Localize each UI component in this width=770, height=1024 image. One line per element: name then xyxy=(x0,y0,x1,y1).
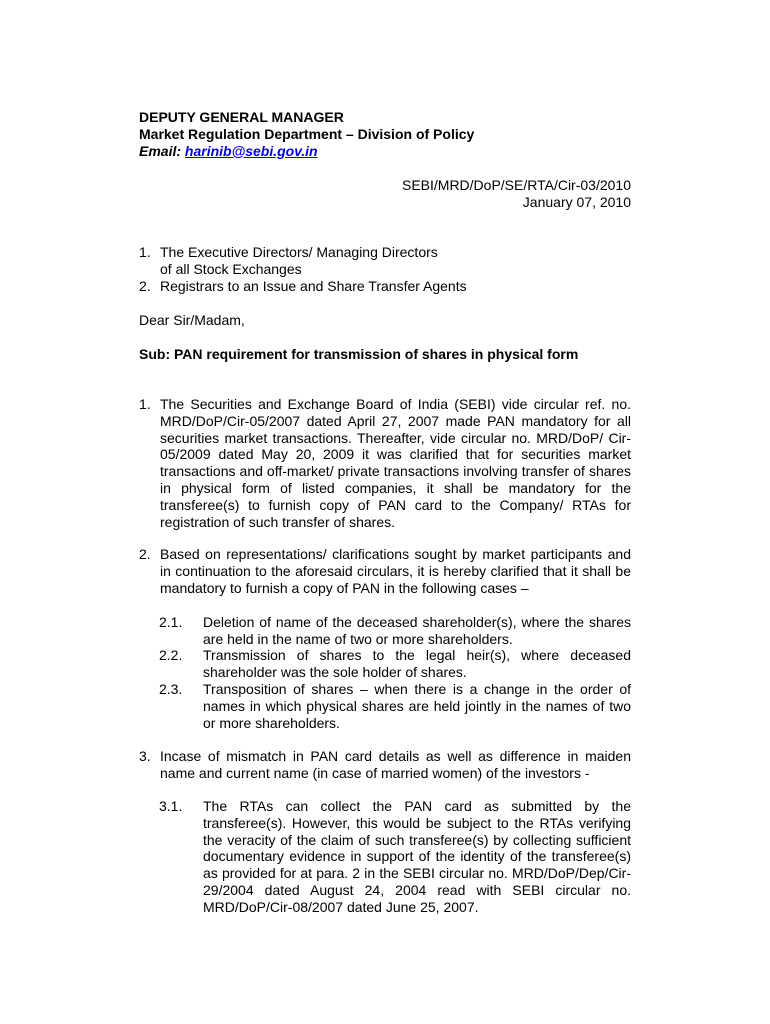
subparagraph-number: 2.3. xyxy=(159,681,183,697)
subparagraph-text: Transmission of shares to the legal heir(s), where deceased shareholder was the sole holder of shares. xyxy=(203,647,631,680)
paragraph-number: 1. xyxy=(139,396,151,412)
subparagraph-number: 3.1. xyxy=(159,798,183,814)
paragraph-number: 2. xyxy=(139,546,151,562)
subparagraph-3-1 xyxy=(159,798,631,916)
subparagraph-text: Deletion of name of the deceased shareholder(s), where the shares are held in the name of two or more shareholders. xyxy=(203,614,631,647)
addressee-1 xyxy=(139,244,631,278)
paragraph-text: Incase of mismatch in PAN card details as well as difference in maiden name and current name (in case of married women) of the investors - xyxy=(160,748,631,781)
email-label: Email: xyxy=(139,142,182,159)
paragraph-text: Based on representations/ clarifications sought by market participants and in continuation to the aforesaid circulars, it is hereby clarified that it shall be mandatory to furnish a copy of PAN in the following cases – xyxy=(160,546,631,596)
addressee-number: 2. xyxy=(139,278,151,294)
circular-number: SEBI/MRD/DoP/SE/RTA/Cir-03/2010 xyxy=(401,177,631,193)
subparagraph-number: 2.2. xyxy=(159,647,183,663)
paragraph-text: The Securities and Exchange Board of India (SEBI) vide circular ref. no. MRD/DoP/Cir-05/2007 dated April 27, 2007 made PAN mandatory for all securities market transactions. Thereafter, vide circular no. MRD/DoP/ Cir-05/2009 dated May 20, 2009 it was clarified that for securities market transactions and off-market/ private transactions involving transfer of shares in physical form of listed companies, it shall be mandatory for the transferee(s) to furnish copy of PAN card to the Company/ RTAs for registration of such transfer of shares. xyxy=(160,396,631,530)
paragraph-number: 3. xyxy=(139,748,151,764)
addressee-number: 1. xyxy=(139,244,151,260)
subject-line: Sub: PAN requirement for transmission of shares in physical form xyxy=(139,346,579,362)
designation: DEPUTY GENERAL MANAGER xyxy=(139,109,344,125)
paragraph-1 xyxy=(139,396,631,530)
subparagraph-text: Transposition of shares – when there is a change in the order of names in which physical shares are held jointly in the names of two or more shareholders. xyxy=(203,681,631,731)
paragraph-3 xyxy=(139,748,631,782)
subparagraph-2-2 xyxy=(159,647,631,681)
addressee-line: of all Stock Exchanges xyxy=(160,260,302,277)
subparagraph-text: The RTAs can collect the PAN card as submitted by the transferee(s). However, this would be subject to the RTAs verifying the veracity of the claim of such transferee(s) by collecting sufficient documentary evidence in support of the identity of the transferee(s) as provided for at para. 2 in the SEBI circular no. MRD/DoP/Dep/Cir-29/2004 dated August 24, 2004 read with SEBI circular no. MRD/DoP/Cir-08/2007 dated June 25, 2007. xyxy=(203,798,631,915)
subparagraph-2-3 xyxy=(159,681,631,731)
sender-block xyxy=(139,109,631,159)
circular-date: January 07, 2010 xyxy=(522,193,631,210)
subparagraph-number: 2.1. xyxy=(159,614,183,630)
email-line xyxy=(139,143,631,160)
email-link[interactable]: harinib@sebi.gov.in xyxy=(184,142,318,159)
addressee-2 xyxy=(139,278,631,295)
addressee-line: Registrars to an Issue and Share Transfer Agents xyxy=(160,278,467,294)
salutation: Dear Sir/Madam, xyxy=(139,312,245,328)
reference-block xyxy=(139,177,631,211)
subparagraph-2-1 xyxy=(159,614,631,648)
addressee-line: The Executive Directors/ Managing Directors xyxy=(160,244,438,260)
department: Market Regulation Department – Division of Policy xyxy=(139,125,475,142)
paragraph-2 xyxy=(139,546,631,596)
